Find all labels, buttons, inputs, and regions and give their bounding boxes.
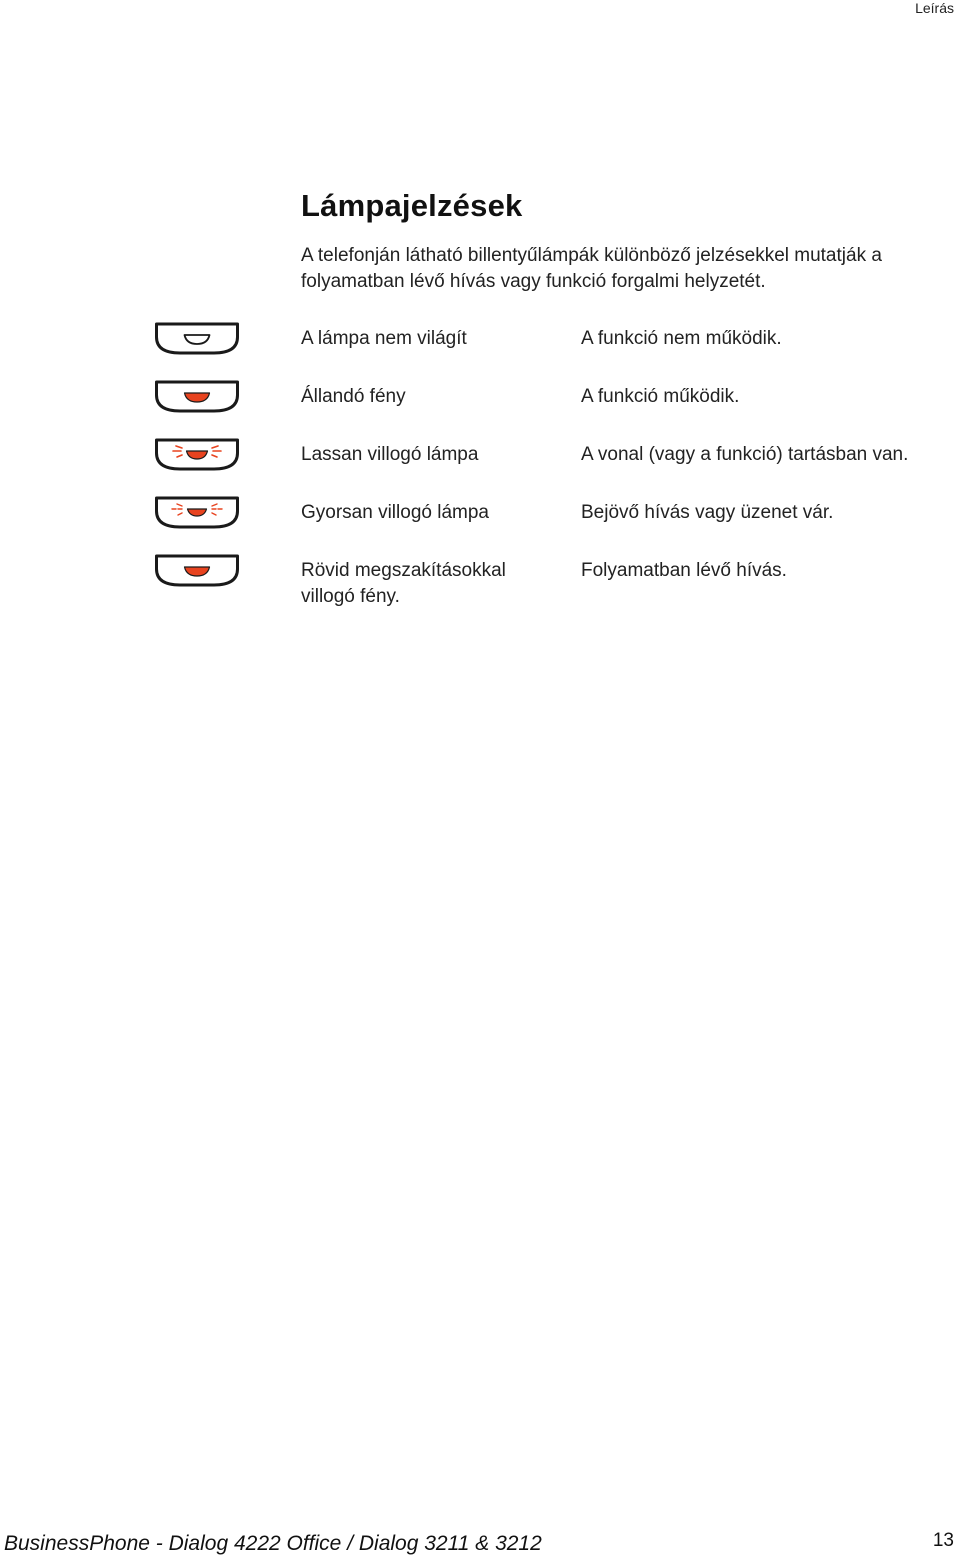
signal-name: Rövid megszakításokkal villogó fény.: [301, 560, 506, 607]
lamp-slow-flash-icon: [154, 438, 240, 472]
page-title: Lámpajelzések: [301, 188, 523, 223]
signal-row-off: [0, 322, 960, 374]
signal-meaning: Bejövő hívás vagy üzenet vár.: [581, 502, 834, 523]
signal-name: Gyorsan villogó lámpa: [301, 502, 489, 523]
signal-row-slow-flash: [0, 438, 960, 490]
lamp-fast-flash-icon: [154, 496, 240, 530]
signal-row-short-interrupt: [0, 554, 960, 606]
lamp-short-interrupt-icon: [154, 554, 240, 588]
signal-meaning: Folyamatban lévő hívás.: [581, 560, 787, 581]
signal-row-steady: [0, 380, 960, 432]
signal-meaning: A funkció működik.: [581, 386, 740, 407]
intro-paragraph: A telefonján látható billentyűlámpák különböző jelzésekkel mutatják a folyamatban lévő hívás vagy funkció forgalmi helyzetét.: [301, 245, 882, 292]
signal-meaning: A vonal (vagy a funkció) tartásban van.: [581, 444, 909, 465]
signal-meaning: A funkció nem működik.: [581, 328, 782, 349]
lamp-steady-icon: [154, 380, 240, 414]
signal-name: A lámpa nem világít: [301, 328, 467, 349]
running-header: Leírás: [915, 0, 954, 16]
page-number: 13: [932, 1530, 954, 1551]
footer-document-title: BusinessPhone - Dialog 4222 Office / Dialog 3211 & 3212: [4, 1532, 542, 1555]
signal-row-fast-flash: [0, 496, 960, 548]
signal-name: Lassan villogó lámpa: [301, 444, 479, 465]
signal-name: Állandó fény: [301, 386, 406, 407]
lamp-off-icon: [154, 322, 240, 356]
